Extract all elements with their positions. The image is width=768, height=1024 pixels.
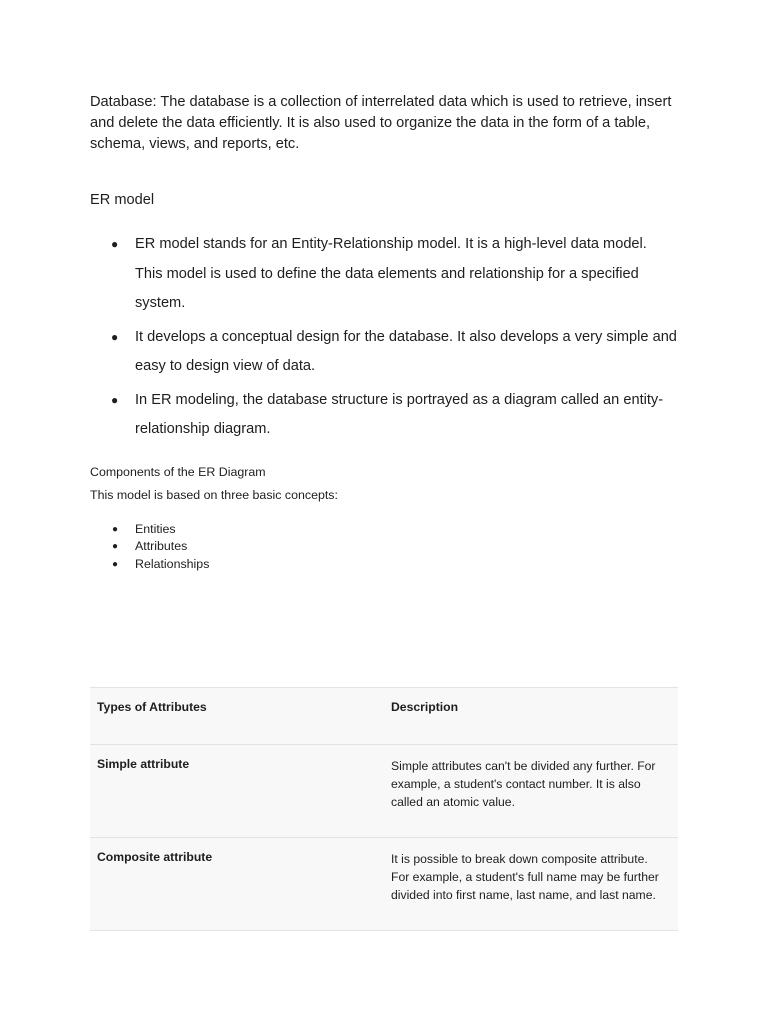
bullet-icon: ● xyxy=(112,541,119,553)
bullet-icon: ● xyxy=(112,523,119,535)
list-item xyxy=(90,230,678,319)
er-model-heading: ER model xyxy=(90,192,155,208)
list-item-text: Attributes xyxy=(135,539,188,554)
table-row xyxy=(90,838,678,931)
column-header-description: Description xyxy=(391,700,459,714)
list-item-text: In ER modeling, the database structure is portrayed as a diagram called an entity-relationship diagram. xyxy=(135,391,664,437)
bullet-icon: ● xyxy=(111,237,119,251)
bullet-icon: ● xyxy=(112,558,119,570)
bullet-icon: ● xyxy=(111,392,119,407)
list-item xyxy=(90,556,678,574)
components-title: Components of the ER Diagram xyxy=(90,464,266,479)
er-model-bullet-list xyxy=(90,230,678,445)
list-item xyxy=(90,323,678,382)
bullet-icon: ● xyxy=(111,329,119,344)
list-item xyxy=(90,386,678,445)
list-item-text: It develops a conceptual design for the database. It also develops a very simple and easy to design view of data. xyxy=(135,328,677,374)
attribute-types-table xyxy=(90,687,678,931)
table-cell-description: Simple attributes can't be divided any further. For example, a student's contact number. It is also called an atomic value. xyxy=(391,759,656,809)
list-item xyxy=(90,521,678,539)
table-cell-type: Simple attribute xyxy=(97,757,190,771)
concepts-list xyxy=(90,521,678,574)
list-item xyxy=(90,538,678,556)
column-header-types: Types of Attributes xyxy=(97,700,207,714)
table-cell-type: Composite attribute xyxy=(97,850,213,864)
list-item-text: Relationships xyxy=(135,556,210,571)
intro-paragraph: Database: The database is a collection of interrelated data which is used to retrieve, insert and delete the data efficiently. It is also used to organize the data in the form of a table, schema, views, and reports, etc. xyxy=(90,94,672,152)
table-header-row xyxy=(90,688,678,745)
document-body xyxy=(90,92,678,573)
list-item-text: ER model stands for an Entity-Relationship model. It is a high-level data model. This model is used to define the data elements and relationship for a specified system. xyxy=(135,236,647,311)
table-row xyxy=(90,745,678,838)
components-subtitle: This model is based on three basic concepts: xyxy=(90,487,338,502)
table-cell-description: It is possible to break down composite attribute. For example, a student's full name may be further divided into first name, last name, and last name. xyxy=(391,852,659,902)
list-item-text: Entities xyxy=(135,521,176,536)
